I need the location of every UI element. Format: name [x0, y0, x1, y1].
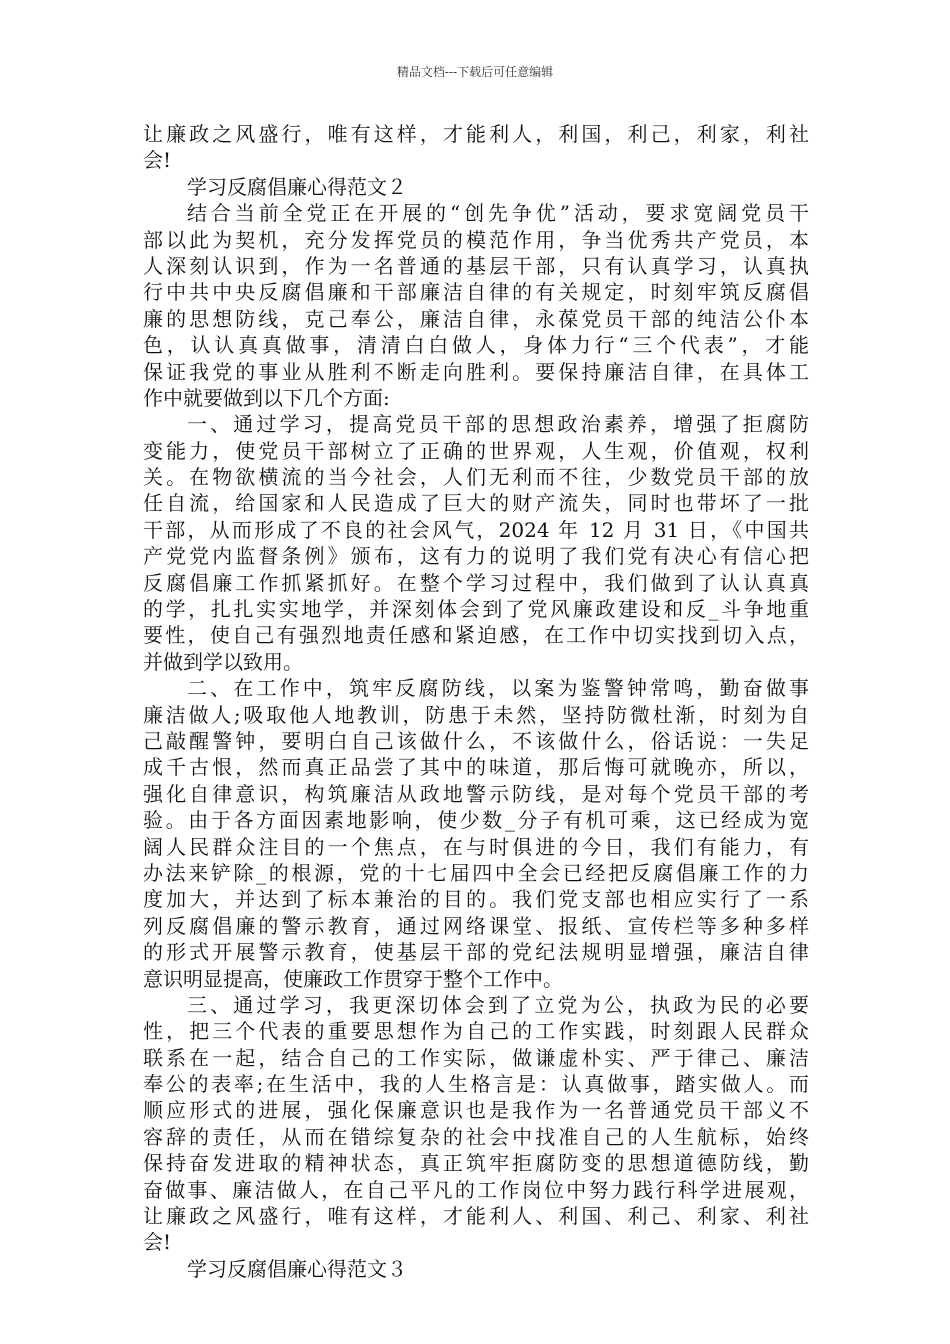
text-line: 三、通过学习，我更深切体会到了立党为公，执政为民的必要: [187, 992, 809, 1017]
section-heading: [143, 1256, 809, 1282]
text-line: 行中共中央反腐倡廉和干部廉洁自律的有关规定，时刻牢筑反腐倡: [143, 280, 809, 305]
text-line: 成千古恨，然而真正品尝了其中的味道，那后悔可就晚亦，所以，: [143, 755, 809, 780]
text-line: 干部，从而形成了不良的社会风气，2024 年 12 月 31 日，《中国共: [143, 517, 809, 542]
text-line: 顺应形式的进展，强化保廉意识也是我作为一名普通党员干部义不: [143, 1098, 809, 1123]
text-line: 保持奋发进取的精神状态，真正筑牢拒腐防变的思想道德防线，勤: [143, 1151, 809, 1176]
text-line: 色，认认真真做事，清清白白做人，身体力行“三个代表”，才能: [143, 333, 809, 358]
text-line: 反腐倡廉工作抓紧抓好。在整个学习过程中，我们做到了认认真真: [143, 570, 809, 595]
text-line: 列反腐倡廉的警示教育，通过网络课堂、报纸、宣传栏等多种多样: [143, 913, 809, 938]
text-line: 产党党内监督条例》颁布，这有力的说明了我们党有决心有信心把: [143, 544, 809, 569]
text-line: 关。在物欲横流的当今社会，人们无利而不往，少数党员干部的放: [143, 465, 809, 490]
text-line: 阔人民群众注目的一个焦点，在与时俱进的今日，我们有能力，有: [143, 834, 809, 859]
text-line: 作中就要做到以下几个方面:: [143, 385, 390, 410]
text-line: 会!: [143, 1230, 172, 1255]
text-line: 验。由于各方面因素地影响，使少数_分子有机可乘，这已经成为宽: [143, 808, 809, 833]
paragraph: [143, 200, 809, 411]
text-line: 性，把三个代表的重要思想作为自己的工作实践，时刻跟人民群众: [143, 1019, 809, 1044]
text-line: 并做到学以致用。: [143, 649, 303, 674]
text-line: 廉洁做人;吸取他人地教训，防患于未然，坚持防微杜渐，时刻为自: [143, 702, 809, 727]
text-line: 部以此为契机，充分发挥党员的模范作用，争当优秀共产党员，本: [143, 227, 809, 252]
page-header: 精品文档---下载后可任意编辑: [396, 65, 554, 79]
text-line: 二、在工作中，筑牢反腐防线，以案为鉴警钟常鸣，勤奋做事: [187, 676, 809, 701]
section-heading: [143, 174, 809, 200]
paragraph: [143, 992, 809, 1256]
heading-text: 学习反腐倡廉心得范文２: [187, 174, 407, 199]
text-line: 廉的思想防线，克己奉公，廉洁自律，永葆党员干部的纯洁公仆本: [143, 306, 809, 331]
heading-text: 学习反腐倡廉心得范文３: [187, 1256, 407, 1281]
document-body: [143, 121, 809, 1282]
paragraph: [143, 675, 809, 992]
text-line: 让廉政之风盛行，唯有这样，才能利人，利国，利己，利家，利社: [143, 122, 809, 146]
text-line: 容辞的责任，从而在错综复杂的社会中找准自己的人生航标，始终: [143, 1124, 809, 1149]
text-line: 一、通过学习，提高党员干部的思想政治素养，增强了拒腐防: [187, 412, 809, 437]
text-line: 变能力，使党员干部树立了正确的世界观，人生观，价值观，权利: [143, 438, 809, 463]
paragraph: [143, 411, 809, 675]
text-line: 让廉政之风盛行，唯有这样，才能利人、利国、利己、利家、利社: [143, 1204, 809, 1229]
text-line: 度加大，并达到了标本兼治的目的。我们党支部也相应实行了一系: [143, 887, 809, 912]
text-line: 保证我党的事业从胜利不断走向胜利。要保持廉洁自律，在具体工: [143, 359, 809, 384]
paragraph: [143, 121, 809, 174]
text-line: 结合当前全党正在开展的“创先争优”活动，要求宽阔党员干: [187, 201, 809, 226]
text-line: 强化自律意识，构筑廉洁从政地警示防线，是对每个党员干部的考: [143, 781, 809, 806]
text-line: 要性，使自己有强烈地责任感和紧迫感，在工作中切实找到切入点，: [143, 623, 809, 648]
text-line: 任自流，给国家和人民造成了巨大的财产流失，同时也带坏了一批: [143, 491, 809, 516]
text-line: 奉公的表率;在生活中，我的人生格言是：认真做事，踏实做人。而: [143, 1072, 809, 1097]
text-line: 己敲醒警钟，要明白自己该做什么，不该做什么，俗话说：一失足: [143, 728, 809, 753]
text-line: 会!: [143, 148, 172, 173]
text-line: 意识明显提高，使廉政工作贯穿于整个工作中。: [143, 966, 563, 991]
text-line: 的学，扎扎实实地学，并深刻体会到了党风廉政建设和反_斗争地重: [143, 597, 809, 622]
text-line: 的形式开展警示教育，使基层干部的党纪法规明显增强，廉洁自律: [143, 940, 809, 965]
text-line: 奋做事、廉洁做人，在自己平凡的工作岗位中努力践行科学进展观，: [143, 1177, 809, 1202]
text-line: 联系在一起，结合自己的工作实际，做谦虚朴实、严于律己、廉洁: [143, 1045, 809, 1070]
text-line: 人深刻认识到，作为一名普通的基层干部，只有认真学习，认真执: [143, 253, 809, 278]
text-line: 办法来铲除_的根源，党的十七届四中全会已经把反腐倡廉工作的力: [143, 860, 809, 885]
